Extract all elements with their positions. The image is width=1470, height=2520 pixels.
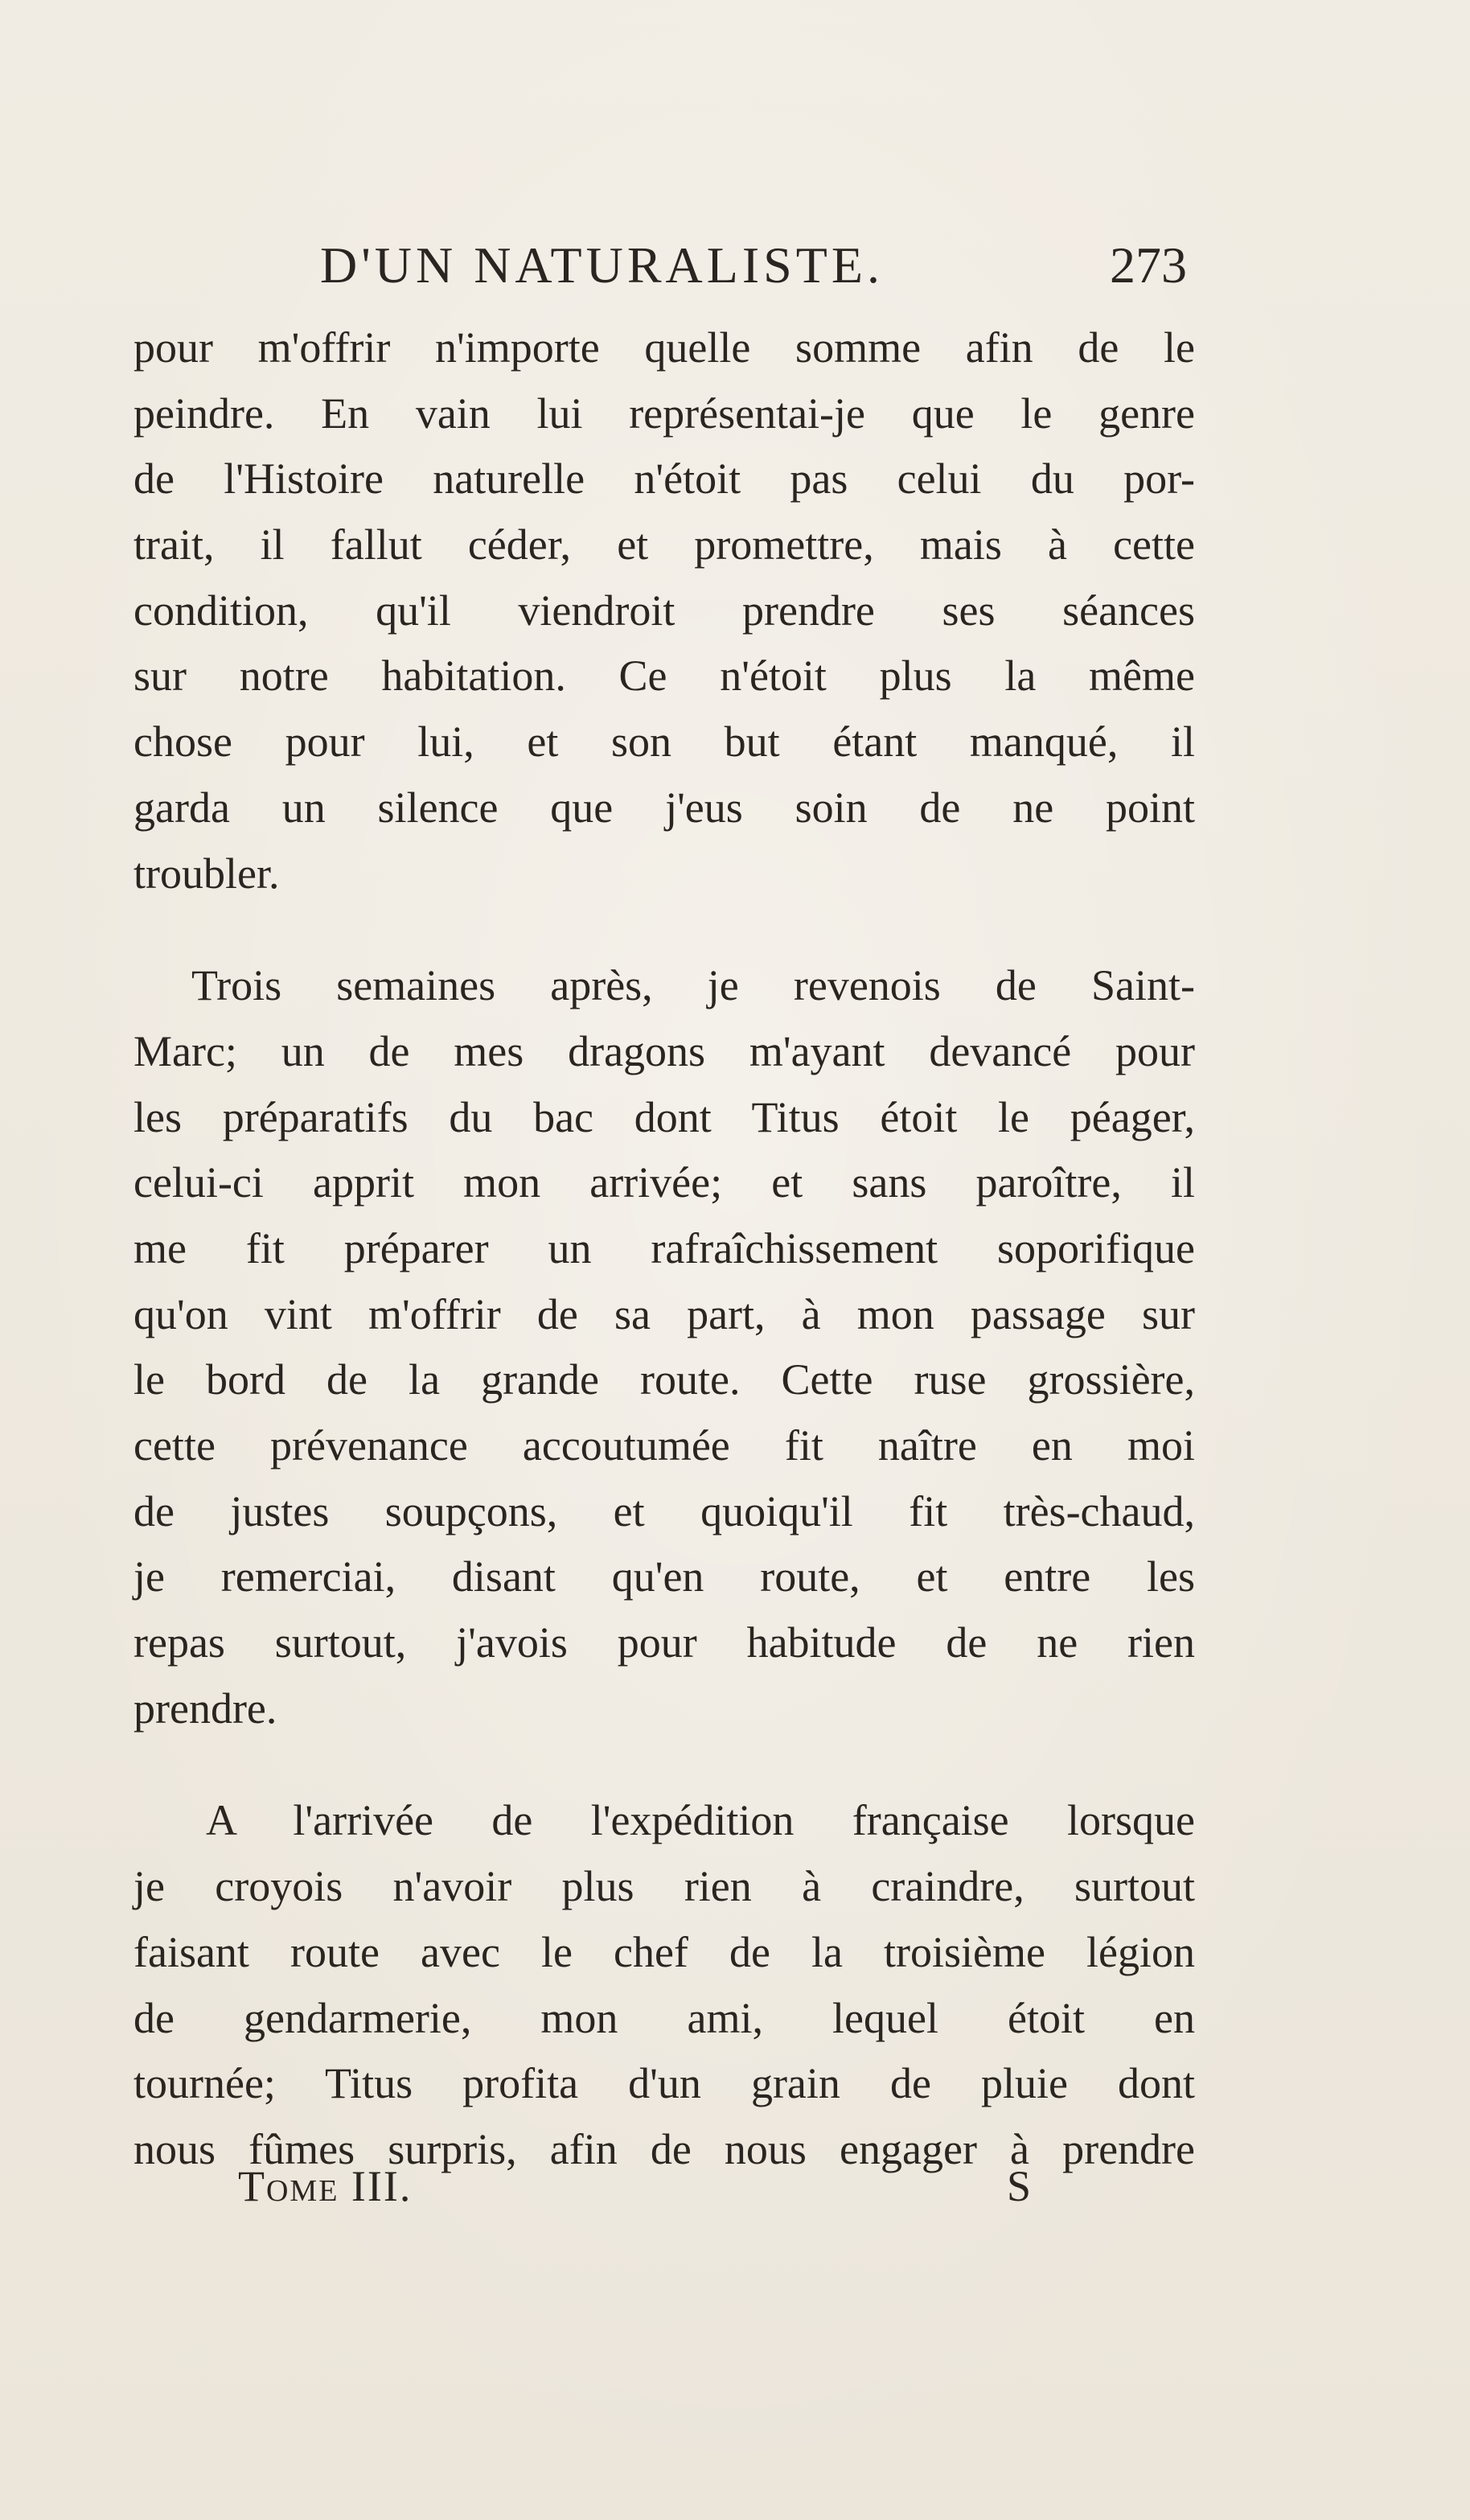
page-number: 273 <box>1110 236 1187 294</box>
paragraph-1 <box>133 315 1195 906</box>
text-line: qu'on vint m'offrir de sa part, à mon passage sur <box>133 1289 1195 1338</box>
text-line: Trois semaines après, je revenois de Saint- <box>191 961 1195 1010</box>
text-line: repas surtout, j'avois pour habitude de ne rien <box>133 1618 1195 1667</box>
body-text <box>133 315 1195 2183</box>
paragraph-3 <box>133 1788 1195 2182</box>
text-line: tournée; Titus profita d'un grain de pluie dont <box>133 2059 1195 2108</box>
text-line: faisant route avec le chef de la troisième légion <box>133 1927 1195 1976</box>
text-line: me fit préparer un rafraîchissement soporifique <box>133 1223 1195 1272</box>
volume-label: Tome III. <box>238 2162 413 2210</box>
paragraph-gap <box>133 906 1195 953</box>
text-line: peindre. En vain lui représentai-je que le genre <box>133 388 1195 438</box>
text-line: je remerciai, disant qu'en route, et entre les <box>133 1552 1195 1601</box>
text-line: les préparatifs du bac dont Titus étoit le péager, <box>133 1092 1195 1141</box>
text-line: cette prévenance accoutumée fit naître en moi <box>133 1421 1195 1470</box>
text-line: je croyois n'avoir plus rien à craindre, surtout <box>133 1862 1195 1911</box>
page-footer <box>133 2154 1195 2218</box>
text-line: condition, qu'il viendroit prendre ses séances <box>133 586 1195 635</box>
text-line: sur notre habitation. Ce n'étoit plus la même <box>133 652 1195 701</box>
text-line: pour m'offrir n'importe quelle somme afin de le <box>133 323 1195 372</box>
text-line: chose pour lui, et son but étant manqué, il <box>133 717 1195 767</box>
running-head <box>133 229 1187 302</box>
text-line: de gendarmerie, mon ami, lequel étoit en <box>133 1993 1195 2042</box>
text-line: A l'arrivée de l'expédition française lorsque <box>206 1796 1195 1845</box>
signature-mark: S <box>1007 2162 1032 2210</box>
text-line: celui-ci apprit mon arrivée; et sans paroître, il <box>133 1158 1195 1207</box>
running-title: D'UN NATURALISTE. <box>320 236 884 294</box>
text-line: le bord de la grande route. Cette ruse grossière, <box>133 1355 1195 1404</box>
text-line: trait, il fallut céder, et promettre, mais à cette <box>133 520 1195 569</box>
text-line: de l'Histoire naturelle n'étoit pas celui du por- <box>133 454 1195 504</box>
paragraph-2 <box>133 953 1195 1741</box>
text-line: garda un silence que j'eus soin de ne point <box>133 783 1195 832</box>
text-line: de justes soupçons, et quoiqu'il fit très-chaud, <box>133 1486 1195 1535</box>
paragraph-gap <box>133 1741 1195 1788</box>
text-line: nous fûmes surpris, afin de nous engager à prendre <box>133 2124 1195 2173</box>
text-line: prendre. <box>133 1683 277 1733</box>
text-line: troubler. <box>133 849 280 898</box>
text-line: Marc; un de mes dragons m'ayant devancé pour <box>133 1026 1195 1075</box>
